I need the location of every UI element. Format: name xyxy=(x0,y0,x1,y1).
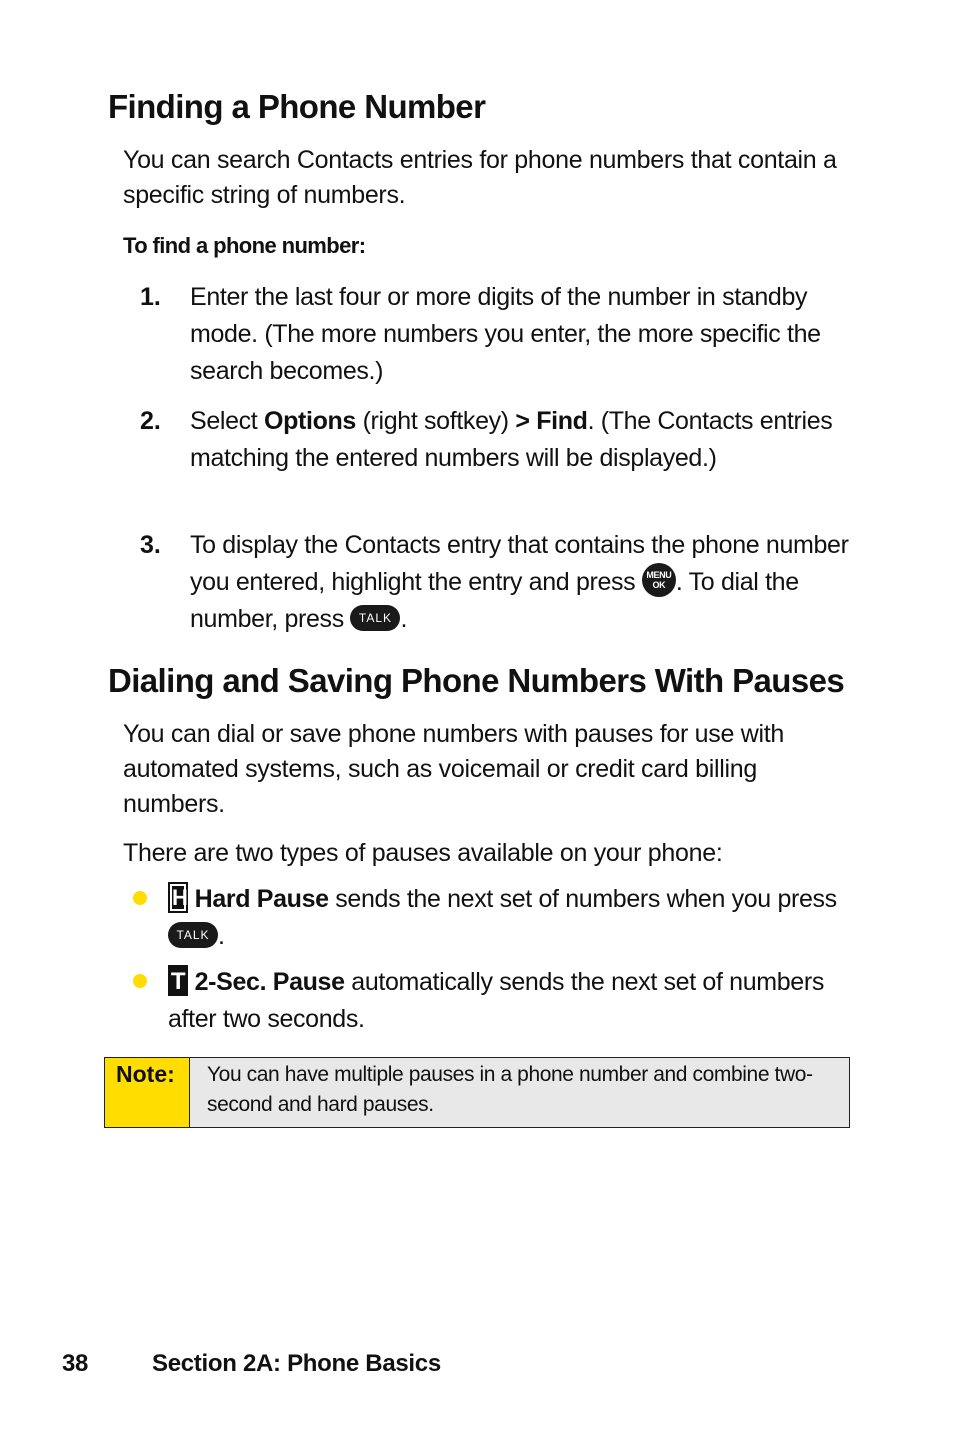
step-text xyxy=(190,403,860,477)
note-text: You can have multiple pauses in a phone number and combine two-second and hard pauses. xyxy=(190,1058,849,1127)
procedure-subhead: To find a phone number: xyxy=(123,233,366,258)
section-title-pauses: Dialing and Saving Phone Numbers With Pauses xyxy=(108,662,845,699)
find-menu-label: > Find xyxy=(515,407,588,435)
pause-types-intro: There are two types of pauses available on your phone: xyxy=(123,839,723,867)
finding-intro: You can search Contacts entries for phone numbers that contain a specific string of numbers. xyxy=(123,146,837,209)
talk-key-icon: TALK xyxy=(350,605,400,631)
timed-pause-icon: T xyxy=(168,965,188,996)
note-label: Note: xyxy=(105,1058,190,1127)
page-footer xyxy=(62,1350,441,1378)
section-title-finding: Finding a Phone Number xyxy=(108,88,486,125)
step-text-pre: To display the Contacts entry that contains the phone number you entered, highlight the entry and press xyxy=(190,531,849,596)
bullet-text: H Hard Pause sends the next set of numbers when you press TALK . xyxy=(168,881,858,955)
menu-ok-key-icon: MENU OK xyxy=(642,563,676,597)
note-box xyxy=(104,1057,850,1128)
talk-key-icon: TALK xyxy=(168,922,218,948)
step-text: Enter the last four or more digits of the number in standby mode. (The more numbers you enter, the more specific the search becomes.) xyxy=(190,283,821,385)
hard-pause-label: Hard Pause xyxy=(194,885,329,913)
step-text-post: . (The Contacts entries matching the entered numbers will be displayed.) xyxy=(190,407,833,472)
bullet-dot-icon xyxy=(133,974,147,988)
page-number: 38 xyxy=(62,1350,89,1377)
step-text xyxy=(190,527,860,638)
footer-section-title: Section 2A: Phone Basics xyxy=(152,1350,441,1377)
step-text-mid: (right softkey) xyxy=(355,407,516,435)
two-sec-pause-label: 2-Sec. Pause xyxy=(194,968,345,996)
hard-pause-icon: H xyxy=(168,882,188,913)
step-text-pre: Select xyxy=(190,407,264,435)
options-softkey-label: Options xyxy=(263,407,356,435)
step-text-post: . xyxy=(400,605,408,633)
pauses-intro: You can dial or save phone numbers with pauses for use with automated systems, such as voicemail or credit card billing numbers. xyxy=(123,720,784,818)
bullet-text: T 2-Sec. Pause automatically sends the next set of numbers after two seconds. xyxy=(168,964,858,1038)
bullet-dot-icon xyxy=(133,891,147,905)
step-number: 2. xyxy=(140,407,161,435)
step-number: 3. xyxy=(140,531,161,559)
step-text-mid: . To dial the number, press xyxy=(190,568,799,633)
step-number: 1. xyxy=(140,283,161,311)
